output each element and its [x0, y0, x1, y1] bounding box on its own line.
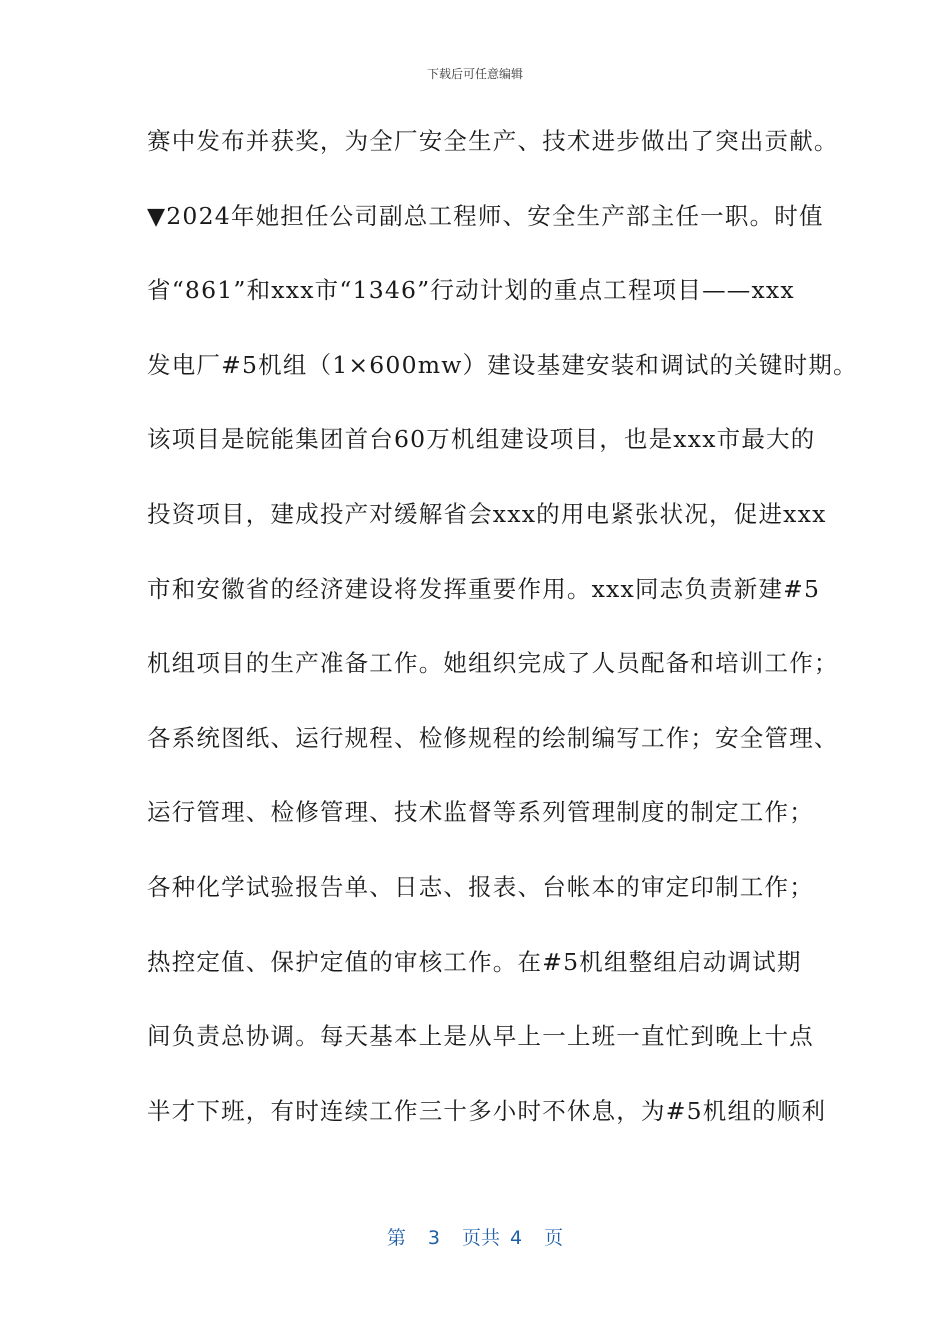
page-footer [0, 1225, 950, 1251]
body-line: 省“861”和xxx市“1346”行动计划的重点工程项目——xxx [147, 276, 795, 305]
body-line: 半才下班，有时连续工作三十多小时不休息，为#5机组的顺利 [147, 1096, 827, 1125]
page-header: 下载后可任意编辑 [426, 67, 523, 81]
total-pages-number: 4 [510, 1227, 523, 1249]
body-line: 各种化学试验报告单、日志、报表、台帐本的审定印制工作； [147, 872, 814, 901]
current-page-number: 3 [427, 1227, 440, 1249]
body-line: 发电厂#5机组（1×600mw）建设基建安装和调试的关键时期。 [147, 350, 858, 379]
body-line: 投资项目，建成投产对缓解省会xxx的用电紧张状况，促进xxx [147, 499, 827, 528]
body-line: 该项目是皖能集团首台60万机组建设项目，也是xxx市最大的 [147, 425, 816, 454]
body-line: 间负责总协调。每天基本上是从早上一上班一直忙到晚上十点 [147, 1022, 814, 1051]
body-line: 各系统图纸、运行规程、检修规程的绘制编写工作；安全管理、 [147, 723, 839, 752]
document-body [147, 121, 858, 1165]
body-line: 机组项目的生产准备工作。她组织完成了人员配备和培训工作； [147, 649, 839, 678]
body-line: 热控定值、保护定值的审核工作。在#5机组整组启动调试期 [147, 947, 802, 976]
footer-prefix: 第 [386, 1227, 406, 1249]
body-line: 运行管理、检修管理、技术监督等系列管理制度的制定工作； [147, 798, 814, 827]
footer-middle: 页共 [461, 1227, 500, 1249]
body-line: 赛中发布并获奖，为全厂安全生产、技术进步做出了突出贡献。 [147, 127, 839, 155]
body-line: 市和安徽省的经济建设将发挥重要作用。xxx同志负责新建#5 [147, 574, 821, 603]
body-line: ▼2024年她担任公司副总工程师、安全生产部主任一职。时值 [147, 201, 824, 230]
footer-suffix: 页 [544, 1227, 564, 1249]
